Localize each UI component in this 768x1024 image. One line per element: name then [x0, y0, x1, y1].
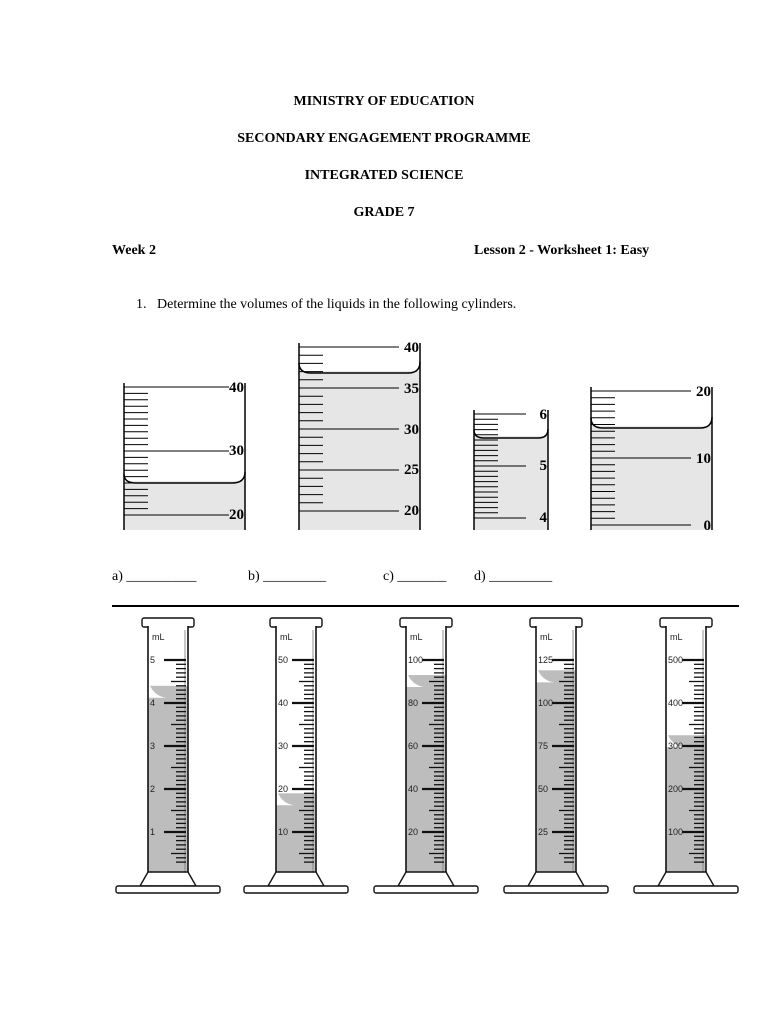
scale-label: 40	[408, 784, 419, 794]
cylinder-rim	[530, 618, 582, 627]
cylinder-a-label-30: 30	[229, 443, 244, 459]
cylinder-b-label-20: 20	[404, 503, 419, 519]
unit-label: mL	[280, 632, 293, 642]
cylinder-base	[374, 886, 478, 893]
scale-label: 50	[278, 655, 289, 665]
scale-label: 60	[408, 741, 419, 751]
scale-label: 20	[278, 784, 289, 794]
scale-label: 40	[278, 698, 289, 708]
cylinder-b-label-30: 30	[404, 422, 419, 438]
cylinder-base	[504, 886, 608, 893]
answer-d-label: d)	[474, 569, 486, 584]
graduated-cylinder-3	[374, 618, 478, 893]
scale-label: 75	[538, 741, 549, 751]
answer-b	[248, 569, 326, 585]
cylinder-diagrams-region	[0, 330, 768, 555]
cylinder-base	[116, 886, 220, 893]
cylinder-base-neck	[268, 872, 324, 886]
scale-label: 5	[150, 655, 156, 665]
unit-label: mL	[670, 632, 683, 642]
graduated-cylinders	[0, 610, 768, 1024]
cylinder-c-label-5: 5	[539, 458, 547, 474]
answer-a	[112, 569, 196, 585]
graduated-cylinder-1	[116, 618, 220, 893]
ministry-title: MINISTRY OF EDUCATION	[293, 94, 475, 109]
lesson-label: Lesson 2 - Worksheet 1: Easy	[474, 243, 650, 258]
scale-label: 2	[150, 784, 156, 794]
cylinder-rim	[660, 618, 712, 627]
unit-label: mL	[152, 632, 165, 642]
answer-b-label: b)	[248, 569, 260, 584]
week-label: Week 2	[112, 243, 156, 258]
scale-label: 50	[538, 784, 549, 794]
cylinder-a	[124, 380, 245, 530]
subject-title: INTEGRATED SCIENCE	[304, 168, 464, 183]
scale-label: 125	[538, 655, 554, 665]
scale-label: 200	[668, 784, 684, 794]
graduated-cylinder-2	[244, 618, 348, 893]
cylinder-rim	[270, 618, 322, 627]
cylinder-d-label-10: 10	[696, 451, 711, 467]
cylinder-c-label-6: 6	[539, 407, 547, 423]
programme-title: SECONDARY ENGAGEMENT PROGRAMME	[237, 131, 531, 146]
scale-label: 30	[278, 741, 289, 751]
cylinder-b	[299, 340, 420, 530]
scale-label: 100	[408, 655, 424, 665]
answer-d	[474, 569, 552, 585]
answer-a-label: a)	[112, 569, 123, 584]
section-divider	[112, 605, 739, 607]
cylinder-diagrams	[0, 330, 768, 555]
worksheet-header-section	[0, 0, 768, 330]
answer-c-label: c)	[383, 569, 394, 584]
scale-label: 4	[150, 698, 156, 708]
cylinder-c-label-4: 4	[539, 510, 547, 526]
scale-label: 400	[668, 698, 684, 708]
cylinder-d-label-20: 20	[696, 384, 711, 400]
question-text: Determine the volumes of the liquids in the following cylinders.	[157, 297, 517, 312]
scale-label: 500	[668, 655, 684, 665]
cylinder-base-neck	[658, 872, 714, 886]
cylinder-c	[474, 407, 548, 530]
cylinder-base-neck	[528, 872, 584, 886]
scale-label: 100	[538, 698, 554, 708]
cylinder-base-neck	[140, 872, 196, 886]
scale-label: 80	[408, 698, 419, 708]
cylinder-d-label-0: 0	[703, 518, 711, 534]
answer-a-blank[interactable]: __________	[126, 569, 197, 584]
answer-blanks-row	[0, 555, 768, 610]
grade-title: GRADE 7	[353, 205, 415, 220]
answer-b-blank[interactable]: _________	[263, 569, 327, 584]
cylinder-rim	[400, 618, 452, 627]
scale-label: 100	[668, 827, 684, 837]
cylinder-rim	[142, 618, 194, 627]
answer-c	[383, 569, 446, 585]
cylinder-a-label-40: 40	[229, 380, 244, 396]
graduated-cylinder-5	[634, 618, 738, 893]
answer-c-blank[interactable]: _______	[397, 569, 447, 584]
cylinder-base	[244, 886, 348, 893]
scale-label: 1	[150, 827, 156, 837]
cylinder-a-label-20: 20	[229, 507, 244, 523]
unit-label: mL	[410, 632, 423, 642]
cylinder-b-label-35: 35	[404, 381, 419, 397]
scale-label: 25	[538, 827, 549, 837]
scale-label: 3	[150, 741, 156, 751]
scale-label: 10	[278, 827, 289, 837]
answer-d-blank[interactable]: _________	[489, 569, 553, 584]
cylinder-d	[591, 384, 712, 534]
scale-label: 20	[408, 827, 419, 837]
cylinder-liquid	[666, 735, 706, 872]
unit-label: mL	[540, 632, 553, 642]
cylinder-b-label-40: 40	[404, 340, 419, 356]
cylinder-base-neck	[398, 872, 454, 886]
cylinder-liquid	[148, 686, 188, 872]
cylinder-b-label-25: 25	[404, 462, 419, 478]
graduated-cylinder-4	[504, 618, 608, 893]
question-number: 1.	[136, 297, 147, 312]
graduated-cylinders-region	[0, 610, 768, 1024]
scale-label: 300	[668, 741, 684, 751]
cylinder-base	[634, 886, 738, 893]
